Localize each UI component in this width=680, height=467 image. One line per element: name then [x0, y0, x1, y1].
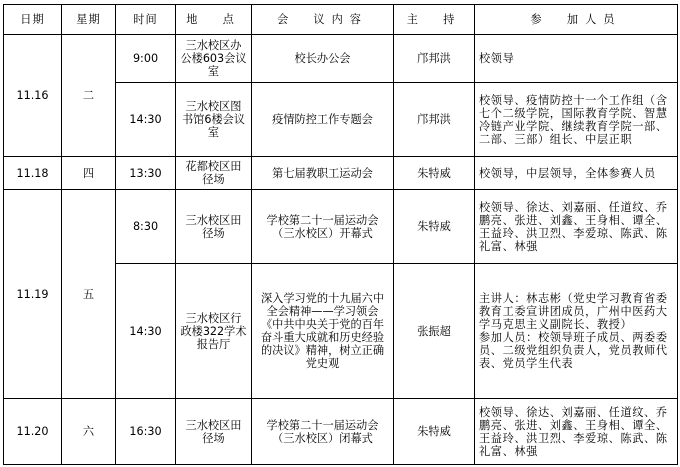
- host-cell: 朱特威: [394, 190, 475, 264]
- content-cell: 第七届教职工运动会: [252, 157, 394, 190]
- meeting-schedule-table: [3, 4, 678, 465]
- location-cell: 三水校区田径场: [176, 190, 252, 264]
- attendees-text: 校领导，中层领导，全体参赛人员: [479, 166, 656, 180]
- content-cell: 学校第二十一届运动会（三水校区）闭幕式: [252, 399, 394, 465]
- location-cell: 三水校区办公楼603会议室: [176, 35, 252, 83]
- header-date: 日期: [4, 5, 62, 35]
- content-cell: 疫情防控工作专题会: [252, 83, 394, 157]
- location-cell: 三水校区图书馆6楼会议室: [176, 83, 252, 157]
- host-cell: 邝邦洪: [394, 35, 475, 83]
- weekday-cell: 六: [62, 399, 116, 465]
- time-cell: 14:30: [116, 83, 176, 157]
- attendees-text: 校领导、疫情防控十一个工作组（含七个二级学院，国际教育学院、智慧冷链产业学院、继续教育学院一部、二部、三部）组长、中层正职: [479, 93, 668, 146]
- header-time: 时间: [116, 5, 176, 35]
- header-host: 主 持: [394, 5, 475, 35]
- content-cell: 校长办公会: [252, 35, 394, 83]
- location-cell: 三水校区田径场: [176, 399, 252, 465]
- weekday-cell: 二: [62, 35, 116, 157]
- weekday-cell: 四: [62, 157, 116, 190]
- attendees-cell: [475, 264, 678, 399]
- table-row: [4, 399, 678, 465]
- time-cell: 14:30: [116, 264, 176, 399]
- attendees-cell: [475, 157, 678, 190]
- host-cell: 邝邦洪: [394, 83, 475, 157]
- time-cell: 9:00: [116, 35, 176, 83]
- speaker-text: 主讲人：林志彬（党史学习教育省委教育工委宣讲团成员，广州中医药大学马克思主义副院长、教授）: [479, 292, 668, 331]
- attendees-cell: [475, 399, 678, 465]
- date-cell: 11.16: [4, 35, 62, 157]
- header-content: 会 议内容: [252, 5, 394, 35]
- attendees-cell: [475, 190, 678, 264]
- date-cell: 11.19: [4, 190, 62, 399]
- attendees-cell: [475, 83, 678, 157]
- table-row: [4, 35, 678, 83]
- attendees-cell: [475, 35, 678, 83]
- header-weekday: 星期: [62, 5, 116, 35]
- date-cell: 11.20: [4, 399, 62, 465]
- header-location: 地 点: [176, 5, 252, 35]
- time-cell: 13:30: [116, 157, 176, 190]
- header-row: [4, 5, 678, 35]
- attendees-text: 校领导、徐达、刘嘉丽、任道纹、乔鹏亮、张进、刘鑫、王身相、谭全、王益玲、洪卫烈、李爱琼、陈武、陈礼富、林强: [479, 200, 668, 253]
- attendees-text: 参加人员：校领导班子成员、两委委员、二级党组织负责人，党员教师代表、党员学生代表: [479, 331, 668, 370]
- time-cell: 8:30: [116, 190, 176, 264]
- table-row: [4, 157, 678, 190]
- host-cell: 张振超: [394, 264, 475, 399]
- weekday-cell: 五: [62, 190, 116, 399]
- content-cell: 深入学习党的十九届六中全会精神——学习领会《中共中央关于党的百年奋斗重大成就和历史经验的决议》精神，树立正确党史观: [252, 264, 394, 399]
- date-cell: 11.18: [4, 157, 62, 190]
- attendees-text: 校领导: [479, 52, 515, 65]
- location-cell: 花都校区田径场: [176, 157, 252, 190]
- header-attendees: 参 加人员: [475, 5, 678, 35]
- content-cell: 学校第二十一届运动会（三水校区）开幕式: [252, 190, 394, 264]
- time-cell: 16:30: [116, 399, 176, 465]
- host-cell: 朱特威: [394, 399, 475, 465]
- host-cell: 朱特威: [394, 157, 475, 190]
- attendees-text: 校领导、徐达、刘嘉丽、任道纹、乔鹏亮、张进、刘鑫、王身相、谭全、王益玲、洪卫烈、李爱琼、陈武、陈礼富、林强: [479, 405, 668, 458]
- table-row: [4, 190, 678, 264]
- location-cell: 三水校区行政楼322学术报告厅: [176, 264, 252, 399]
